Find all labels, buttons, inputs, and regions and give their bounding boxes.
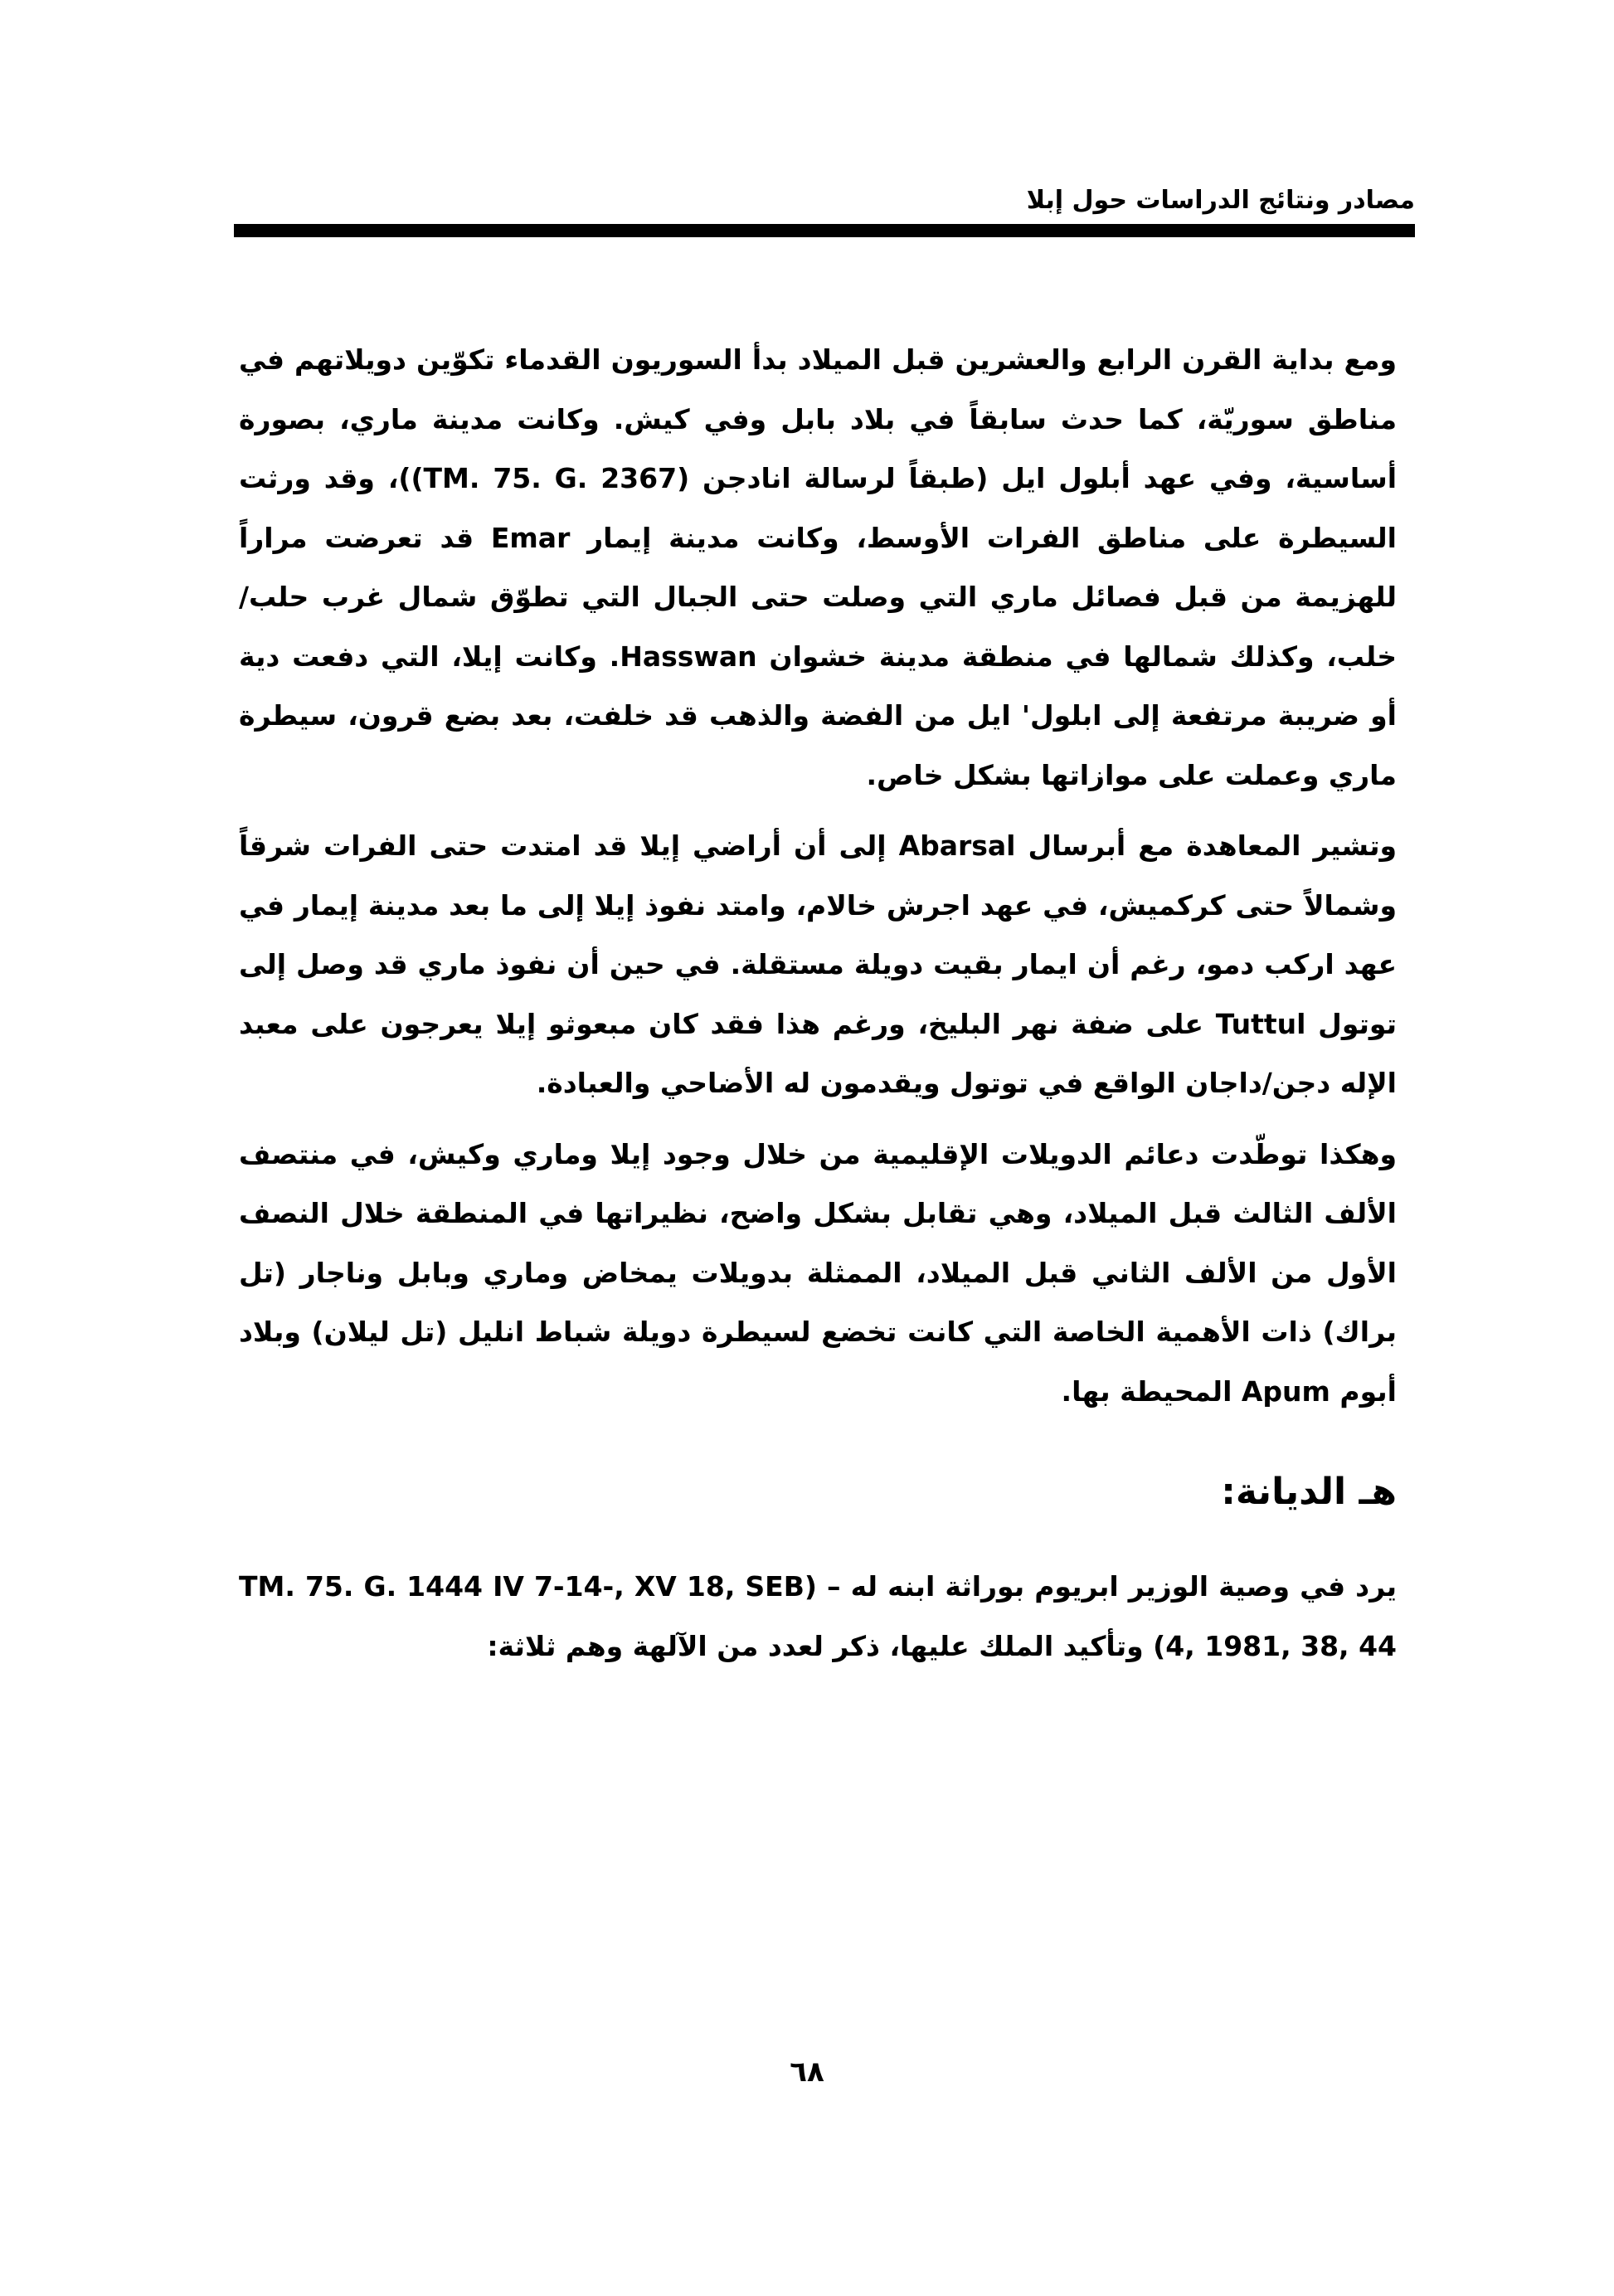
paragraph-abarsal-treaty: وتشير المعاهدة مع أبرسال Abarsal إلى أن أراضي إيلا قد امتدت حتى الفرات شرقاً وشمالاً حتى كركميش، في عهد اجرش خالام، وامتد نفوذ إيلا إلى ما بعد مدينة إيمار في عهد اركب دمو، رغم أن ايمار بقيت دويلة مستقلة. في حين أن نفوذ ماري قد وصل إلى توتول Tuttul على ضفة نهر البليخ، ورغم هذا فقد كان مبعوثو إيلا يعرجون على معبد الإله دجن/داجان الواقع في توتول ويقدمون له الأضاحي والعبادة. <box>239 829 1397 1099</box>
running-header-title: مصادر ونتائج الدراسات حول إبلا <box>1026 186 1415 215</box>
paragraph-religion: يرد في وصية الوزير ابريوم بوراثة ابنه له – (TM. 75. G. 1444 IV 7-14-, XV 18, SEB 4, 1981, 38, 44) وتأكيد الملك عليها، ذكر لعدد من الآلهة وهم ثلاثة: <box>239 1570 1397 1662</box>
page-number: ٦٨ <box>790 2055 824 2089</box>
body-text <box>239 330 1397 1687</box>
header-rule <box>234 224 1415 237</box>
section-heading-religion: هـ الديانة: <box>1221 1471 1397 1513</box>
paragraph-city-states: ومع بداية القرن الرابع والعشرين قبل الميلاد بدأ السوريون القدماء تكوّين دويلاتهم في مناطق سوريّة، كما حدث سابقاً في بلاد بابل وفي كيش. وكانت مدينة ماري، بصورة أساسية، وفي عهد أبلول ايل (طبقاً لرسالة انادجن (TM. 75. G. 2367))، وقد ورثت السيطرة على مناطق الفرات الأوسط، وكانت مدينة إيمار Emar قد تعرضت مراراً للهزيمة من قبل فصائل ماري التي وصلت حتى الجبال التي تطوّق شمال غرب حلب/خلب، وكذلك شمالها في منطقة مدينة خشوان Hasswan. وكانت إيلا، التي دفعت دية أو ضريبة مرتفعة إلى ابلول' ايل من الفضة والذهب قد خلفت، بعد بضع قرون، سيطرة ماري وعملت على موازاتها بشكل خاص. <box>239 343 1398 791</box>
paragraph-regional-states: وهكذا توطّدت دعائم الدويلات الإقليمية من خلال وجود إيلا وماري وكيش، في منتصف الألف الثالث قبل الميلاد، وهي تقابل بشكل واضح، نظيراتها في المنطقة خلال النصف الأول من الألف الثاني قبل الميلاد، الممثلة بدويلات يمخاض وماري وبابل وناجار (تل براك) ذات الأهمية الخاصة التي كانت تخضع لسيطرة دويلة شباط انليل (تل ليلان) وبلاد أبوم Apum المحيطة بها. <box>239 1137 1397 1408</box>
